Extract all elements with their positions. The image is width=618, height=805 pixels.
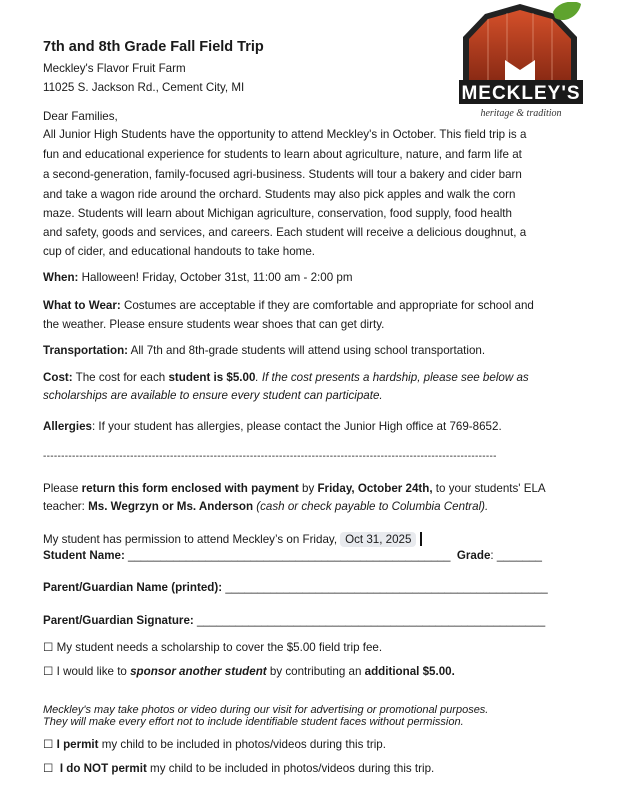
t: Please [43, 482, 82, 495]
transport-label: Transportation: [43, 344, 129, 357]
greeting: Dear Families, [43, 110, 118, 123]
scholarship-option [43, 641, 382, 655]
t: teacher: [43, 500, 89, 513]
page-title: 7th and 8th Grade Fall Field Trip [43, 39, 264, 55]
parent-name-label: Parent/Guardian Name (printed): [43, 581, 226, 594]
date-field[interactable]: Oct 31, 2025 [340, 532, 416, 547]
signature-field[interactable]: ______________________________________________________ [196, 614, 546, 627]
student-name-field[interactable]: __________________________________________________ [128, 549, 451, 562]
wear-text: Costumes are acceptable if they are comfortable and appropriate for school and [120, 299, 534, 312]
intro-line: a second-generation, family-focused agri-business. Students will tour a bakery and cider barn [43, 168, 522, 181]
intro-line: maze. Students will learn about Michigan agriculture, conservation, food supply, food health [43, 207, 512, 220]
farm-name: Meckley's Flavor Fruit Farm [43, 62, 186, 75]
intro-line: and take a wagon ride around the orchard. Students may also pick apples and walk the corn [43, 188, 516, 201]
wear-label: What to Wear: [43, 299, 121, 312]
teacher-names: Ms. Wegrzyn or Ms. Anderson [88, 500, 254, 513]
intro-line: All Junior High Students have the opportunity to attend Meckley's in October. This field trip is a [43, 128, 527, 141]
photo-permit-option [43, 738, 386, 752]
signature-line [43, 614, 545, 628]
allergies-line [43, 420, 502, 434]
meckleys-logo [455, 2, 585, 120]
transport-text: All 7th and 8th-grade students will attend using school transportation. [128, 344, 486, 357]
cost-amount: student is $5.00 [168, 371, 256, 384]
parent-name-line [43, 581, 548, 595]
cost-line-2 [43, 389, 383, 403]
due-date: Friday, October 24th, [317, 482, 433, 495]
t: my child to be included in photos/videos during this trip. [98, 738, 386, 751]
cut-line-divider: ----------------------------------------------------------------------------------------------------------------------------- [43, 451, 497, 462]
payment-note: (cash or check payable to Columbia Central). [253, 500, 489, 513]
permit-checkbox[interactable]: ☐ [43, 738, 54, 751]
svg-text:heritage & tradition: heritage & tradition [480, 108, 562, 119]
t: I do NOT permit [59, 762, 147, 775]
t: return this form enclosed with payment [81, 482, 299, 495]
t: sponsor another student [130, 665, 267, 678]
cost-label: Cost: [43, 371, 73, 384]
return-line [43, 482, 546, 496]
parent-name-field[interactable]: __________________________________________________ [225, 581, 548, 594]
permission-line [43, 532, 422, 547]
intro-line: and safety, goods and services, and careers. Each student will receive a delicious doughnut, a [43, 226, 527, 239]
when-line [43, 271, 353, 285]
scholarship-text: My student needs a scholarship to cover the $5.00 field trip fee. [53, 641, 383, 654]
return-line-2 [43, 500, 488, 514]
scholarship-checkbox[interactable]: ☐ [43, 641, 54, 654]
when-text: Halloween! Friday, October 31st, 11:00 am - 2:00 pm [78, 271, 353, 284]
permission-text: My student has permission to attend Meckley’s on Friday, [43, 533, 338, 546]
signature-label: Parent/Guardian Signature: [43, 614, 197, 627]
when-label: When: [43, 271, 79, 284]
cost-note-2: scholarships are available to ensure every student can participate. [43, 389, 383, 402]
photo-deny-option [43, 762, 434, 776]
intro-line: cup of cider, and educational handouts to take home. [43, 245, 315, 258]
grade-label: Grade [456, 549, 491, 562]
grade-field[interactable]: : _______ [490, 549, 542, 562]
t: my child to be included in photos/videos during this trip. [146, 762, 435, 775]
sponsor-checkbox[interactable]: ☐ [43, 665, 54, 678]
allergies-label: Allergies [43, 420, 92, 433]
sponsor-option [43, 665, 455, 679]
deny-checkbox[interactable]: ☐ [43, 762, 54, 775]
photo-note-2: They will make every effort not to include identifiable student faces without permission. [43, 716, 464, 728]
t: by [298, 482, 318, 495]
wear-line [43, 299, 534, 313]
t: additional $5.00. [364, 665, 455, 678]
photo-note: Meckley's may take photos or video during our visit for advertising or promotional purposes. [43, 704, 489, 716]
farm-address: 11025 S. Jackson Rd., Cement City, MI [43, 81, 245, 94]
allergies-text: : If your student has allergies, please contact the Junior High office at 769-8652. [91, 420, 502, 433]
transport-line [43, 344, 485, 358]
cost-line [43, 371, 529, 385]
cost-text: The cost for each [72, 371, 169, 384]
student-name-label: Student Name: [43, 549, 129, 562]
cost-note: . If the cost presents a hardship, please see below as [255, 371, 529, 384]
wear-line-2: the weather. Please ensure students wear shoes that can get dirty. [43, 318, 385, 331]
student-name-line [43, 549, 542, 563]
svg-text:MECKLEY'S: MECKLEY'S [461, 83, 581, 104]
t: to your students' ELA [432, 482, 546, 495]
intro-line: fun and educational experience for students to learn about agriculture, nature, and farm life at [43, 148, 522, 161]
t: by contributing an [266, 665, 365, 678]
text-cursor [420, 532, 422, 546]
t: I would like to [53, 665, 131, 678]
t: I permit [56, 738, 99, 751]
